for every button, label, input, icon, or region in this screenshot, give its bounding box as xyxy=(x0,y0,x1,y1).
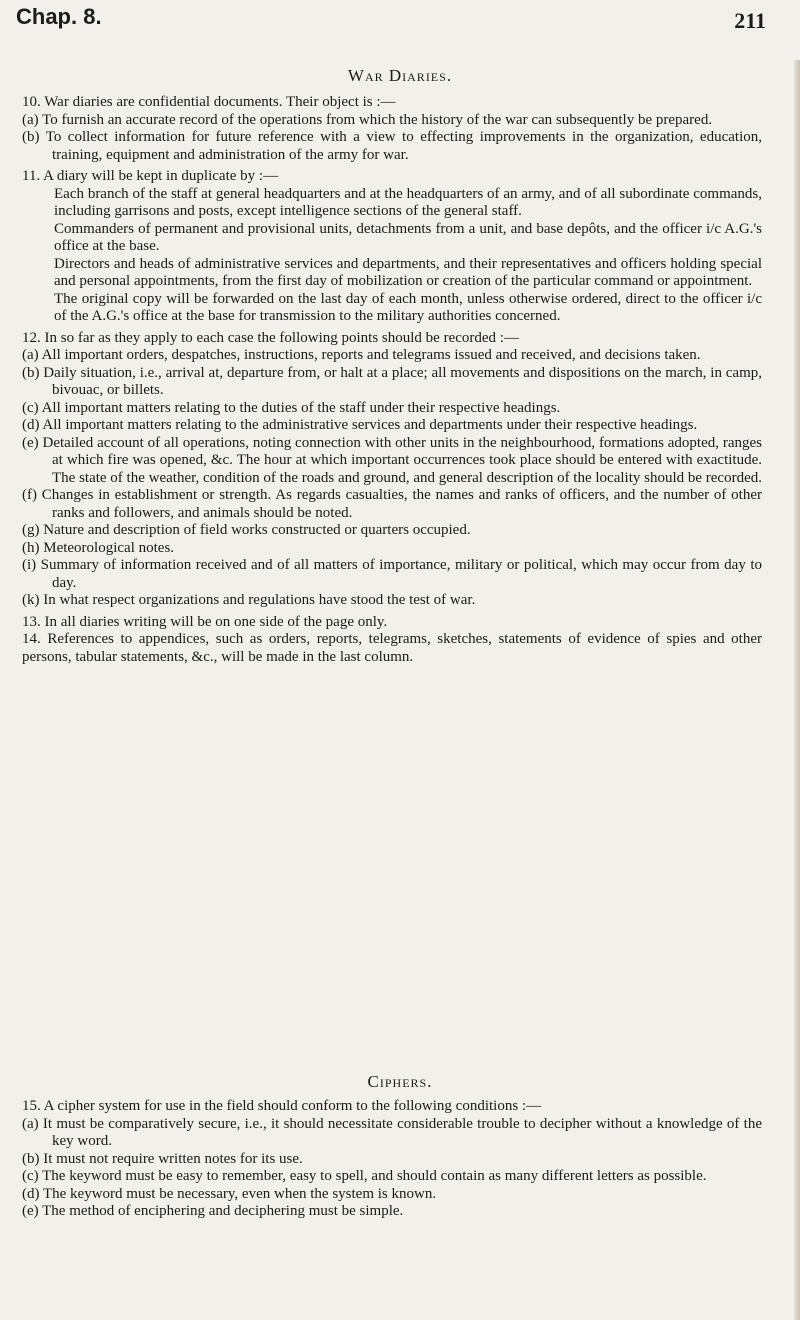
ciphers-body xyxy=(22,1098,762,1221)
para-11-original-copy: The original copy will be forwarded on the last day of each month, unless otherwise ordered, direct to the officer i/c of the A.G.'s office at the base for transmission to the military authorities concerned. xyxy=(54,290,762,324)
para-12-f: (f) Changes in establishment or strength. As regards casualties, the names and ranks of officers, and the number of other ranks and followers, and animals should be noted. xyxy=(22,487,762,521)
para-12-i: (i) Summary of information received and of all matters of importance, military or political, which may occur from day to day. xyxy=(22,557,762,591)
para-10-intro: 10. War diaries are confidential documents. Their object is :— xyxy=(22,94,396,110)
para-12-h: (h) Meteorological notes. xyxy=(22,539,175,556)
para-13: 13. In all diaries writing will be on one side of the page only. xyxy=(22,613,388,630)
war-diaries-body xyxy=(22,94,762,666)
para-15-intro: 15. A cipher system for use in the field should conform to the following conditions :— xyxy=(22,1098,542,1114)
page-edge-shadow xyxy=(794,60,800,1320)
page-number: 211 xyxy=(734,8,766,33)
para-15-b: (b) It must not require written notes for its use. xyxy=(22,1150,303,1167)
para-12-k: (k) In what respect organizations and regulations have stood the test of war. xyxy=(22,592,476,608)
para-12-a: (a) All important orders, despatches, instructions, reports and telegrams issued and received, and decisions taken. xyxy=(22,347,701,363)
para-10-a: (a) To furnish an accurate record of the operations from which the history of the war can subsequently be prepared. xyxy=(22,111,713,128)
para-15-e: (e) The method of enciphering and deciphering must be simple. xyxy=(22,1203,404,1219)
para-11-commanders: Commanders of permanent and provisional units, detachments from a unit, and base depôts, and the officer i/c A.G.'s office at the base. xyxy=(54,220,762,254)
para-12-d: (d) All important matters relating to the administrative services and departments under their respective headings. xyxy=(22,417,698,433)
para-14: 14. References to appendices, such as orders, reports, telegrams, sketches, statements of evidence of spies and other persons, tabular statements, &c., will be made in the last column. xyxy=(22,631,762,665)
para-15-a: (a) It must be comparatively secure, i.e., it should necessitate considerable trouble to decipher without a knowledge of the key word. xyxy=(22,1115,762,1149)
para-12-b: (b) Daily situation, i.e., arrival at, departure from, or halt at a place; all movements and dispositions on the march, in camp, bivouac, or billets. xyxy=(22,364,762,398)
para-11-staff: Each branch of the staff at general headquarters and at the headquarters of an army, and of all subordinate commands, including garrisons and posts, except intelligence sections of the general staff. xyxy=(54,185,762,219)
para-11-directors: Directors and heads of administrative services and departments, and their representatives and officers holding special and personal appointments, from the first day of mobilization or creation of the particular command or appointment. xyxy=(54,255,762,289)
para-12-g: (g) Nature and description of field works constructed or quarters occupied. xyxy=(22,522,471,538)
para-12-c: (c) All important matters relating to the duties of the staff under their respective headings. xyxy=(22,399,561,416)
para-15-c: (c) The keyword must be easy to remember, easy to spell, and should contain as many different letters as possible. xyxy=(22,1168,707,1184)
section-title-war-diaries: War Diaries. xyxy=(347,66,453,85)
para-15-d: (d) The keyword must be necessary, even when the system is known. xyxy=(22,1185,437,1202)
chapter-heading: Chap. 8. xyxy=(16,4,102,29)
para-12-e: (e) Detailed account of all operations, noting connection with other units in the neighbourhood, formations adopted, ranges at which fire was opened, &c. The hour at which important occurrences took place should be entered with exactitude. The state of the weather, condition of the roads and ground, and general description of the locality should be recorded. xyxy=(22,434,762,486)
para-11-intro: 11. A diary will be kept in duplicate by :— xyxy=(22,168,279,184)
para-10-b: (b) To collect information for future reference with a view to effecting improvements in the organization, education, training, equipment and administration of the army for war. xyxy=(22,129,762,163)
section-title-ciphers: Ciphers. xyxy=(367,1072,433,1091)
para-12-intro: 12. In so far as they apply to each case the following points should be recorded :— xyxy=(22,329,519,346)
